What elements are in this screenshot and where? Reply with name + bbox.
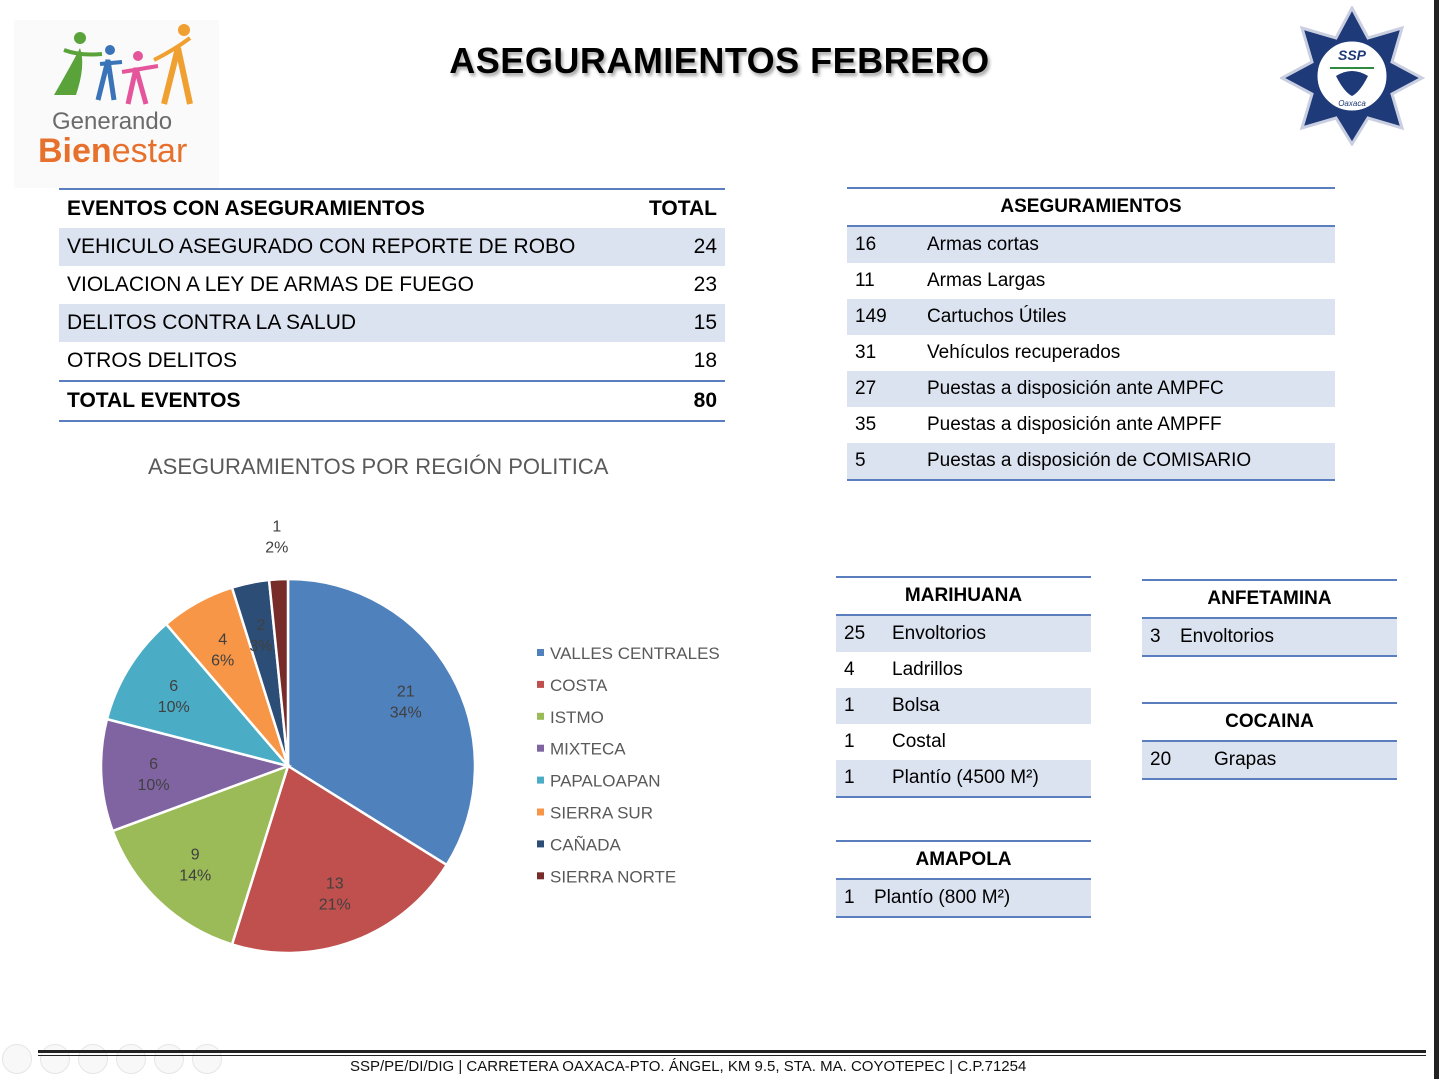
item-count: 20 — [1142, 741, 1206, 779]
footer-address: SSP/PE/DI/DIG | CARRETERA OAXACA-PTO. ÁNGEL, KM 9.5, STA. MA. COYOTEPEC | C.P.71254 — [350, 1058, 1027, 1075]
item-count: 1 — [836, 879, 866, 917]
evento-total: 15 — [633, 304, 725, 342]
table-row — [847, 443, 1335, 480]
legend-swatch — [537, 681, 544, 688]
legend-label: ISTMO — [550, 707, 604, 727]
table-header-row — [1142, 703, 1397, 741]
table-row — [59, 342, 725, 381]
table-row — [847, 226, 1335, 263]
table-row — [836, 615, 1091, 652]
evento-total: 18 — [693, 349, 717, 372]
cocaina-header: COCAINA — [1142, 703, 1397, 741]
total-value: 80 — [633, 381, 725, 421]
slide-right-border — [1434, 0, 1439, 1079]
pie-value-label: 6 — [169, 677, 179, 695]
marihuana-table — [836, 576, 1091, 798]
legend-label: CAÑADA — [550, 835, 621, 855]
table-header-row — [836, 841, 1091, 879]
pie-percent-label: 2% — [265, 539, 289, 557]
pie-percent-label: 6% — [211, 652, 235, 670]
legend-swatch — [537, 745, 544, 752]
item-count: 31 — [855, 342, 877, 363]
table-row — [836, 688, 1091, 724]
pie-percent-label: 10% — [157, 698, 190, 716]
table-row — [847, 299, 1335, 335]
pie-percent-label: 10% — [137, 776, 170, 794]
logo-text-estar: estar — [111, 132, 188, 170]
pie-value-label: 13 — [325, 875, 344, 893]
anfetamina-table — [1142, 579, 1397, 657]
item-count: 149 — [847, 299, 919, 335]
chart-title: ASEGURAMIENTOS POR REGIÓN POLITICA — [148, 454, 609, 479]
item-label: Puestas a disposición ante AMPFF — [927, 414, 1222, 435]
table-header-row — [1142, 580, 1397, 618]
total-label: TOTAL EVENTOS — [59, 381, 633, 421]
item-count: 27 — [847, 371, 919, 407]
header-eventos: EVENTOS CON ASEGURAMIENTOS — [59, 189, 633, 228]
item-label: Cartuchos Útiles — [919, 299, 1335, 335]
logo-text-line2 — [38, 132, 187, 171]
legend-swatch — [537, 649, 544, 656]
aseguramientos-table — [847, 187, 1335, 481]
region-pie-chart — [0, 480, 780, 980]
legend-label: VALLES CENTRALES — [550, 644, 720, 663]
more-options-icon[interactable] — [192, 1044, 222, 1074]
evento-label: VEHICULO ASEGURADO CON REPORTE DE ROBO — [59, 228, 633, 266]
evento-total: 23 — [693, 273, 717, 296]
amapola-table — [836, 840, 1091, 918]
cocaina-table — [1142, 702, 1397, 780]
legend-label: PAPALOAPAN — [550, 771, 661, 791]
total-row — [59, 381, 725, 421]
item-count: 1 — [836, 688, 884, 724]
footer-divider — [38, 1050, 1426, 1053]
logo-text-bien: Bien — [38, 132, 112, 170]
aseguramientos-header: ASEGURAMIENTOS — [847, 188, 1335, 226]
pie-value-label: 9 — [190, 846, 200, 864]
footer-divider-thin — [38, 1055, 1426, 1056]
item-count: 35 — [855, 414, 877, 435]
table-row — [847, 335, 1335, 371]
eventos-table — [59, 188, 725, 422]
pie-percent-label: 3% — [249, 638, 273, 656]
item-label: Grapas — [1206, 741, 1397, 779]
item-label: Costal — [892, 731, 946, 752]
pie-percent-label: 34% — [389, 704, 422, 722]
badge-text: SSP — [1337, 47, 1367, 63]
item-count: 16 — [847, 226, 919, 263]
pie-value-label: 21 — [396, 683, 415, 701]
legend-swatch — [537, 872, 544, 879]
logo-text-line1: Generando — [52, 108, 173, 135]
evento-label: VIOLACION A LEY DE ARMAS DE FUEGO — [67, 273, 474, 296]
zoom-icon[interactable] — [154, 1044, 184, 1074]
item-count: 11 — [855, 270, 875, 291]
table-row — [847, 407, 1335, 443]
legend-swatch — [537, 777, 544, 784]
pie-value-label: 1 — [272, 518, 282, 536]
legend-label: SIERRA NORTE — [550, 867, 677, 887]
evento-label: DELITOS CONTRA LA SALUD — [59, 304, 633, 342]
next-slide-icon[interactable] — [40, 1044, 70, 1074]
anfetamina-header: ANFETAMINA — [1142, 580, 1397, 618]
item-label: Armas cortas — [919, 226, 1335, 263]
item-count: 4 — [844, 659, 855, 680]
table-row — [59, 228, 725, 266]
item-label: Bolsa — [884, 688, 1091, 724]
page-title: ASEGURAMIENTOS FEBRERO — [449, 40, 990, 81]
ssp-oaxaca-badge-icon — [1280, 6, 1425, 146]
table-row — [836, 879, 1091, 917]
pie-percent-label: 21% — [318, 896, 351, 914]
item-count: 25 — [836, 615, 884, 652]
item-count: 1 — [844, 731, 855, 752]
table-header-row — [59, 189, 725, 228]
table-header-row — [836, 577, 1091, 615]
table-row — [836, 652, 1091, 688]
amapola-header: AMAPOLA — [836, 841, 1091, 879]
evento-total: 24 — [633, 228, 725, 266]
evento-label: OTROS DELITOS — [67, 349, 237, 372]
badge-subtext: Oaxaca — [1338, 99, 1366, 108]
item-label: Puestas a disposición ante AMPFC — [919, 371, 1335, 407]
item-label: Envoltorios — [1172, 618, 1397, 656]
table-row — [847, 263, 1335, 299]
table-row — [836, 760, 1091, 797]
legend-swatch — [537, 713, 544, 720]
item-count: 1 — [836, 760, 884, 797]
pie-value-label: 4 — [218, 631, 228, 649]
table-row — [1142, 741, 1397, 779]
pie-percent-label: 14% — [179, 867, 212, 885]
legend-swatch — [537, 809, 544, 816]
header-total: TOTAL — [633, 189, 725, 228]
table-row — [1142, 618, 1397, 656]
pie-value-label: 2 — [256, 617, 266, 635]
table-row — [836, 724, 1091, 760]
table-header-row — [847, 188, 1335, 226]
slides-icon[interactable] — [116, 1044, 146, 1074]
table-row — [59, 304, 725, 342]
table-row — [59, 266, 725, 304]
pen-icon[interactable] — [78, 1044, 108, 1074]
legend-swatch — [537, 840, 544, 847]
item-label: Puestas a disposición de COMISARIO — [919, 443, 1335, 480]
prev-slide-icon[interactable] — [2, 1044, 32, 1074]
item-label: Plantío (800 M²) — [866, 879, 1091, 917]
legend-label: MIXTECA — [550, 739, 626, 759]
pie-value-label: 6 — [149, 755, 158, 773]
item-label: Plantío (4500 M²) — [884, 760, 1091, 797]
marihuana-header: MARIHUANA — [836, 577, 1091, 615]
item-label: Vehículos recuperados — [927, 342, 1121, 363]
item-label: Armas Largas — [927, 270, 1046, 291]
item-count: 3 — [1142, 618, 1172, 656]
item-count: 5 — [847, 443, 919, 480]
legend-label: COSTA — [550, 675, 608, 695]
table-row — [847, 371, 1335, 407]
legend-label: SIERRA SUR — [550, 803, 653, 823]
item-label: Ladrillos — [892, 659, 963, 680]
item-label: Envoltorios — [884, 615, 1091, 652]
